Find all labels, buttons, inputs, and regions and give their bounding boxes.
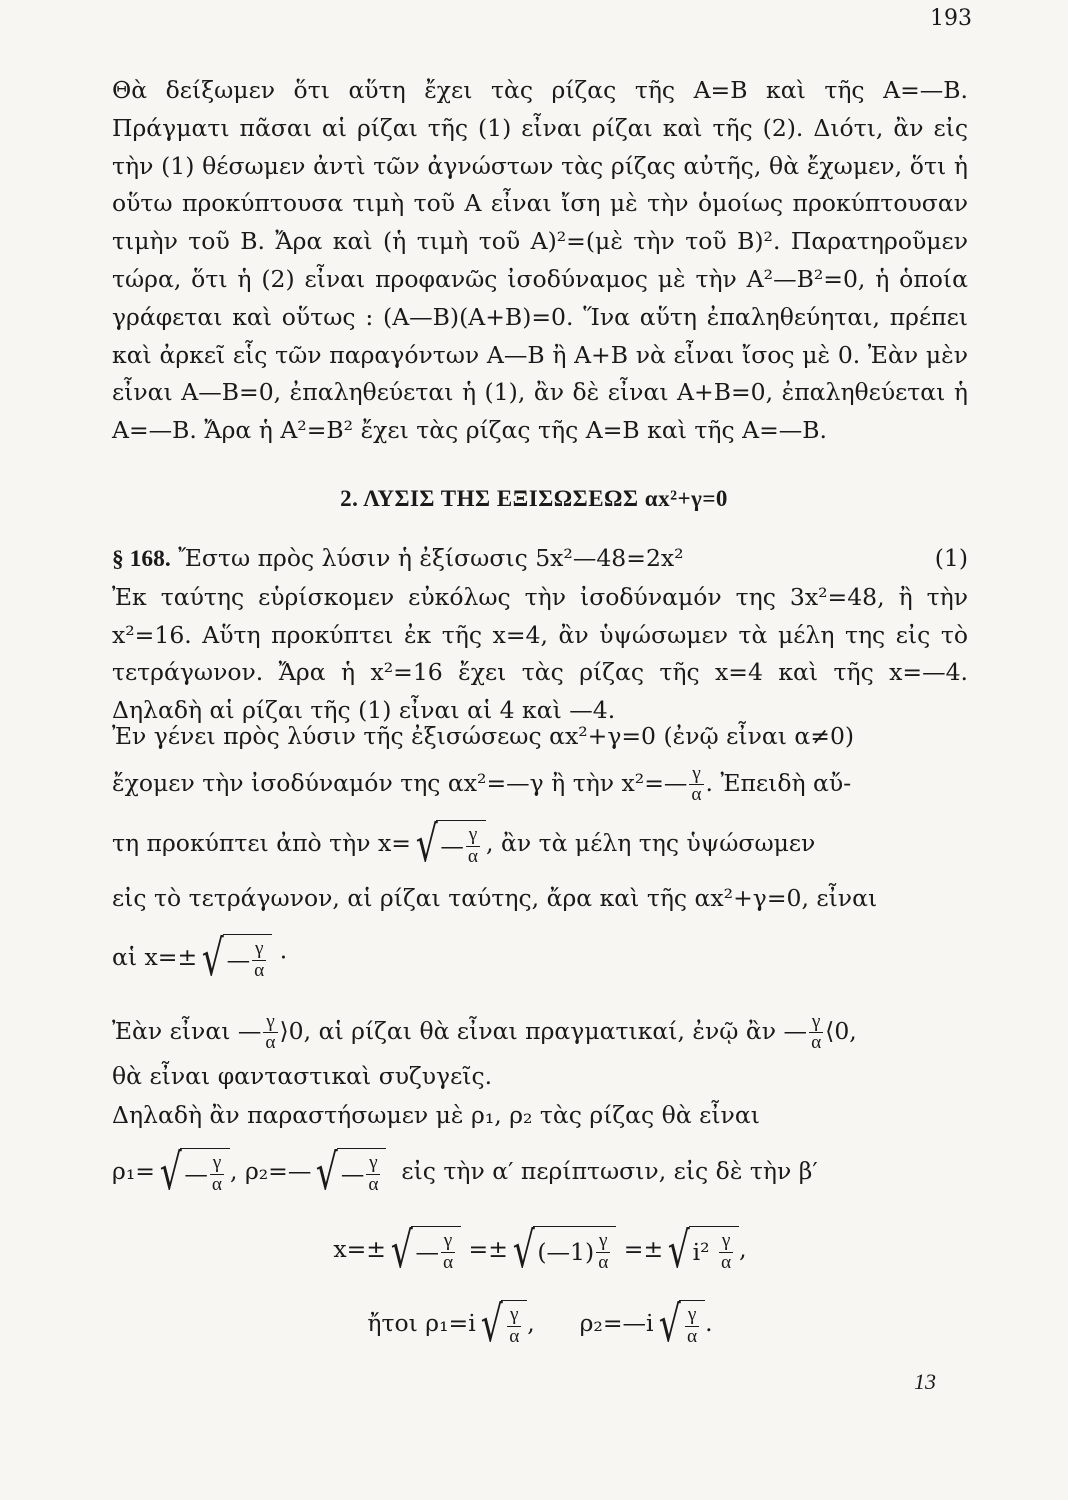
square-root: [411, 815, 486, 873]
minus-sign: —: [184, 1160, 208, 1189]
equivalent-text-end: . Ἐπειδὴ αὔ-: [705, 769, 852, 798]
radical-sign: √: [512, 1221, 535, 1279]
denominator: α: [442, 1251, 454, 1273]
equivalent-text: ἔχομεν τὴν ἰσοδύναμόν της αx²=—γ ἢ τὴν x²=—: [112, 769, 688, 798]
radical-sign: √: [390, 1221, 413, 1279]
section-mark: § 168.: [112, 546, 171, 572]
numerator: γ: [441, 1231, 455, 1252]
fraction: [263, 1012, 277, 1053]
numerator: γ: [252, 939, 266, 960]
denominator: α: [467, 845, 479, 867]
roots-intro-line: εἰς τὸ τετράγωνον, αἱ ρίζαι ταύτης, ἄρα καὶ τῆς αx²+γ=0, εἶναι: [112, 884, 878, 912]
square-root: [508, 1221, 616, 1279]
radical-sign: √: [159, 1143, 182, 1201]
square-root: [155, 1143, 230, 1201]
numerator: γ: [507, 1305, 521, 1326]
fraction: [441, 1231, 455, 1272]
neg-one: (—1): [537, 1238, 595, 1267]
numerator: γ: [719, 1231, 733, 1252]
page-number: 193: [930, 6, 972, 31]
comma: ,: [739, 1235, 747, 1264]
numerator: γ: [809, 1012, 823, 1033]
rho2-imag-text: ρ₂=—i: [579, 1309, 654, 1338]
period: .: [705, 1309, 713, 1338]
paragraph-example-first: Ἔστω πρὸς λύσιν ἡ ἐξίσωσις 5x²—48=2x²: [170, 544, 684, 572]
paragraph-example-rest: Ἐκ ταύτης εὑρίσκομεν εὐκόλως τὴν ἰσοδύναμόν της 3x²=48, ἢ τὴν x²=16. Αὕτη προκύπτει ἐκ τῆς x=4, ἂν ὑψώσωμεν τὰ μέλη της εἰς τὸ τετράγωνον. Ἄρα ἡ x²=16 ἔχει τὰς ρίζας τῆς x=4 καὶ τῆς x=—4. Δηλαδὴ αἱ ρίζαι τῆς (1) εἶναι αἱ 4 καὶ —4.: [112, 582, 968, 725]
fraction: [689, 764, 703, 805]
minus-sign: —: [440, 832, 464, 861]
radical-sign: √: [480, 1295, 503, 1353]
imaginary-roots-line: [112, 1295, 968, 1353]
numerator: γ: [466, 825, 480, 846]
fraction: [685, 1305, 699, 1346]
numerator: γ: [689, 764, 703, 785]
condition-text-middle: ⟩0, αἱ ρίζαι θὰ εἶναι πραγματικαί, ἐνῷ ἂν —: [279, 1017, 808, 1046]
condition-line: [112, 1012, 968, 1053]
condition-text: Ἐὰν εἶναι —: [112, 1017, 262, 1046]
paragraph-example: [112, 540, 968, 730]
roots-text: αἱ x=±: [112, 943, 198, 972]
minus-sign: —: [226, 946, 251, 975]
comma: ,: [527, 1309, 535, 1338]
fraction: [366, 1153, 380, 1194]
numerator: γ: [596, 1231, 610, 1252]
denominator: α: [368, 1173, 379, 1195]
square-root: [476, 1295, 528, 1353]
radical-sign: √: [667, 1221, 690, 1279]
square-root: [311, 1143, 386, 1201]
denominator: α: [811, 1032, 822, 1054]
numerator: γ: [685, 1305, 699, 1326]
rho-roots-line: [112, 1143, 968, 1201]
fraction: [466, 825, 480, 866]
fraction: [596, 1231, 610, 1272]
derivation-text: τη προκύπτει ἀπὸ τὴν x=: [112, 829, 411, 858]
imaginary-derivation-line: [112, 1221, 968, 1279]
period: ·: [279, 943, 288, 972]
equation-number: (1): [934, 544, 968, 572]
rho1-imag-text: ἤτοι ρ₁=i: [367, 1309, 476, 1338]
radical-sign: √: [658, 1295, 681, 1353]
square-root: [197, 929, 272, 987]
equals-text: =±: [623, 1235, 664, 1264]
radical-sign: √: [316, 1143, 339, 1201]
denominator: α: [509, 1325, 520, 1347]
fraction: [809, 1012, 823, 1053]
radical-sign: √: [415, 815, 438, 873]
square-root: [654, 1295, 706, 1353]
notation-line: Δηλαδὴ ἂν παραστήσωμεν μὲ ρ₁, ρ₂ τὰς ρίζας θὰ εἶναι: [112, 1101, 760, 1129]
square-root: [663, 1221, 739, 1279]
imaginary-line: θὰ εἶναι φανταστικαὶ συζυγεῖς.: [112, 1062, 493, 1090]
fraction: [719, 1231, 733, 1272]
section-heading: 2. ΛΥΣΙΣ ΤΗΣ ΕΞΙΣΩΣΕΩΣ αx²+γ=0: [340, 486, 728, 511]
denominator: α: [687, 1325, 698, 1347]
i-squared: i²: [692, 1238, 710, 1267]
equals-text: =±: [468, 1235, 508, 1264]
signature-number: 13: [914, 1369, 936, 1394]
case-text: εἰς τὴν α′ περίπτωσιν, εἰς δὲ τὴν β′: [401, 1157, 818, 1186]
numerator: γ: [210, 1153, 224, 1174]
square-root: [386, 1221, 461, 1279]
roots-formula-line: [112, 929, 968, 987]
numerator: γ: [366, 1153, 380, 1174]
condition-text-end: ⟨0,: [825, 1017, 857, 1046]
paragraph-proof: Θὰ δείξωμεν ὅτι αὕτη ἔχει τὰς ρίζας τῆς Α=Β καὶ τῆς Α=—Β. Πράγματι πᾶσαι αἱ ρίζαι τῆς (1) εἶναι ρίζαι καὶ τῆς (2). Διότι, ἂν εἰς τὴν (1) θέσωμεν ἀντὶ τῶν ἀγνώστων τὰς ρίζας αὐτῆς, θὰ ἔχωμεν, ὅτι ἡ οὕτω προκύπτουσα τιμὴ τοῦ Α εἶναι ἴση μὲ τὴν ὁμοίως προκύπτουσαν τιμὴν τοῦ Β. Ἄρα καὶ (ἡ τιμὴ τοῦ Α)²=(μὲ τὴν τοῦ Β)². Παρατηροῦμεν τώρα, ὅτι ἡ (2) εἶναι προφανῶς ἰσοδύναμος μὲ τὴν Α²—Β²=0, ἡ ὁποία γράφεται καὶ οὕτως : (Α—Β)(Α+Β)=0. Ἵνα αὕτη ἐπαληθεύηται, πρέπει καὶ ἀρκεῖ εἷς τῶν παραγόντων Α—Β ἢ Α+Β νὰ εἶναι ἴσος μὲ 0. Ἐὰν μὲν εἶναι Α—Β=0, ἐπαληθεύεται ἡ (1), ἂν δὲ εἶναι Α+Β=0, ἐπαληθεύεται ἡ Α=—Β. Ἄρα ἡ Α²=Β² ἔχει τὰς ρίζας τῆς Α=Β καὶ τῆς Α=—Β.: [112, 76, 968, 445]
derivation-text-end: , ἂν τὰ μέλη της ὑψώσωμεν: [486, 829, 816, 858]
x-text: x=±: [333, 1235, 386, 1264]
rho2-text: , ρ₂=—: [230, 1157, 312, 1186]
fraction: [252, 939, 266, 980]
denominator: α: [691, 784, 702, 806]
denominator: α: [254, 959, 265, 981]
fraction: [507, 1305, 521, 1346]
denominator: α: [211, 1173, 222, 1195]
denominator: α: [265, 1032, 276, 1054]
minus-sign: —: [415, 1238, 439, 1267]
minus-sign: —: [340, 1160, 365, 1189]
rho1-text: ρ₁=: [112, 1157, 155, 1186]
general-case-line: Ἐν γένει πρὸς λύσιν τῆς ἐξισώσεως αx²+γ=0 (ἐνῷ εἶναι α≠0): [112, 722, 855, 750]
derivation-line: [112, 815, 968, 873]
denominator: α: [721, 1251, 732, 1273]
numerator: γ: [263, 1012, 277, 1033]
denominator: α: [598, 1251, 609, 1273]
fraction: [210, 1153, 224, 1194]
radical-sign: √: [201, 929, 224, 987]
equivalent-line: [112, 764, 968, 805]
